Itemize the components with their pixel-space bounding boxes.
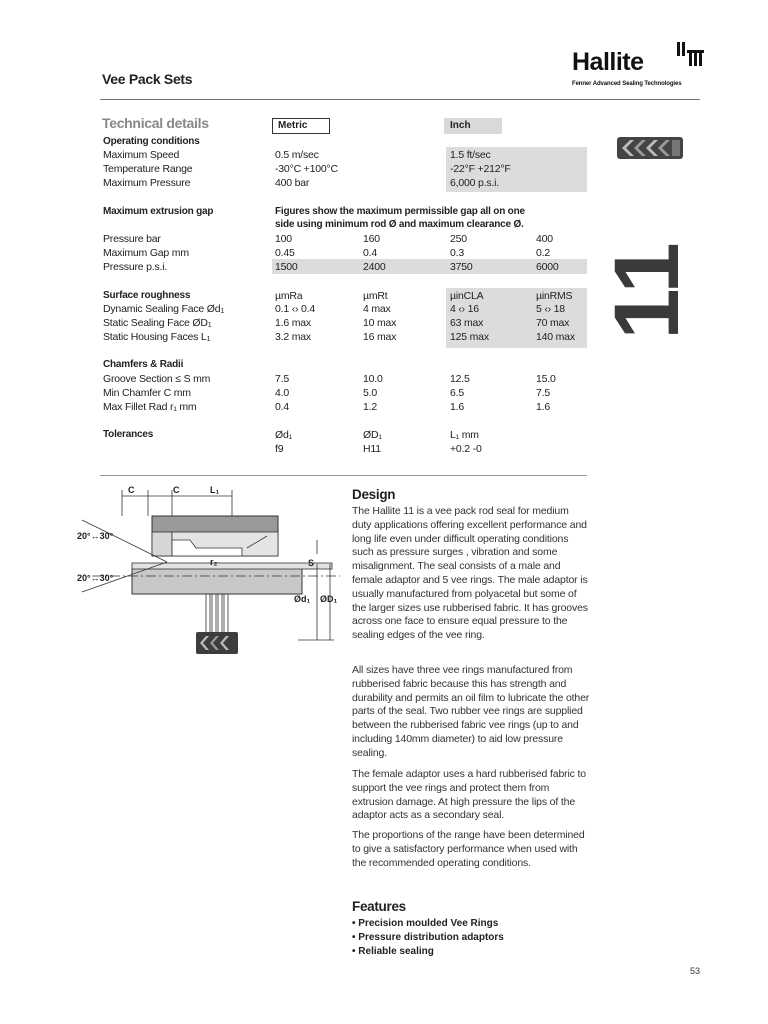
row-label: Dynamic Sealing Face $Ød_1$: [103, 303, 225, 315]
extrusion-note-line1: Figures show the maximum permissible gap all on one: [275, 206, 525, 217]
seal-profile-icon: [616, 133, 684, 163]
tolerance-value: H11: [363, 443, 381, 455]
chamfers-heading: Chamfers & Radii: [103, 359, 184, 370]
groove-diagram: [72, 480, 344, 665]
row-label: Groove Section ≤ S mm: [103, 373, 211, 385]
cell: 1.6: [536, 401, 550, 413]
cell: 10.0: [363, 373, 383, 385]
unit-header: µmRt: [363, 290, 388, 302]
extrusion-heading: Maximum extrusion gap: [103, 206, 214, 217]
cell: 7.5: [536, 387, 550, 399]
cell: 3.2 max: [275, 331, 311, 343]
cell: 0.4: [363, 247, 377, 259]
cell: 2400: [363, 261, 386, 273]
tolerances-heading: Tolerances: [103, 429, 154, 440]
tolerance-header: L₁ mm: [450, 429, 479, 441]
cell: 1.6 max: [275, 317, 311, 329]
cell: 63 max: [450, 317, 484, 329]
feature-item: • Reliable sealing: [352, 946, 434, 957]
technical-details-heading: Technical details: [102, 115, 209, 131]
design-paragraph: The female adaptor uses a hard rubberised fabric to support the vee rings and protect them from extrusion damage. At high pressure the lips of the adaptor acts as a secondary seal.: [352, 768, 586, 822]
unit-header: µmRa: [275, 290, 303, 302]
feature-item: • Precision moulded Vee Rings: [352, 918, 499, 929]
label-od1-big: ØD₁: [320, 594, 338, 604]
label-r2: r₂: [210, 557, 218, 567]
cell: 0.45: [275, 247, 295, 259]
design-paragraph: The proportions of the range have been determined to give a satisfactory performance when used with the recommended operating conditions.: [352, 829, 585, 869]
features-heading: Features: [352, 899, 406, 914]
page-number: 53: [690, 966, 701, 976]
roughness-heading: Surface roughness: [103, 290, 191, 301]
cell: 4 max: [363, 303, 391, 315]
cell: 140 max: [536, 331, 575, 343]
cell: 7.5: [275, 373, 289, 385]
header-divider: [100, 99, 700, 100]
label-od1: Ød₁: [294, 594, 311, 604]
row-label: Pressure p.s.i.: [103, 261, 168, 273]
cell: 3750: [450, 261, 473, 273]
logo-mark-icon: [675, 40, 709, 68]
cell: 16 max: [363, 331, 397, 343]
tolerance-header: Ød₁: [275, 429, 292, 441]
cell: 125 max: [450, 331, 489, 343]
metric-value: -30°C +100°C: [275, 163, 338, 175]
unit-header: µinCLA: [450, 290, 484, 302]
cell: 100: [275, 233, 292, 245]
label-angle2: 20°↔30°: [77, 573, 114, 583]
label-l1: L₁: [210, 485, 220, 495]
tolerance-value: +0.2 -0: [450, 443, 482, 455]
tolerance-value: f9: [275, 443, 284, 455]
cell: 160: [363, 233, 380, 245]
row-label: Maximum Pressure: [103, 177, 191, 189]
extrusion-note-line2: side using minimum rod Ø and maximum clearance Ø.: [275, 219, 524, 230]
row-label: Min Chamfer C mm: [103, 387, 191, 399]
cell: 0.3: [450, 247, 464, 259]
inch-column-label: Inch: [444, 118, 502, 134]
operating-heading: Operating conditions: [103, 136, 200, 147]
label-s: S: [308, 558, 315, 568]
design-paragraph: All sizes have three vee rings manufactured from rubberised fabric because this has strength and durability and permits an oil film to lubricate the other parts of the seal. Two rubber vee rings are supplied between the rubberised fabric vee rings (up to and including 140mm diameter) to aid low pressure sealing.: [352, 664, 590, 759]
cell: 12.5: [450, 373, 470, 385]
cell: 4 ‹› 16: [450, 303, 479, 315]
inch-value: 1.5 ft/sec: [450, 149, 491, 161]
cell: 6000: [536, 261, 559, 273]
cell: 1.6: [450, 401, 464, 413]
feature-item: • Pressure distribution adaptors: [352, 932, 504, 943]
row-label: Pressure bar: [103, 233, 161, 245]
product-number-badge: [596, 242, 702, 340]
row-label: Maximum Gap mm: [103, 247, 189, 259]
logo-text: Hallite: [572, 48, 644, 76]
cell: 5 ‹› 18: [536, 303, 565, 315]
row-label: Static Housing Faces $L_1$: [103, 331, 211, 343]
cell: 0.2: [536, 247, 550, 259]
cell: 4.0: [275, 387, 289, 399]
row-label: Static Sealing Face $ØD_1$: [103, 317, 212, 329]
cell: 10 max: [363, 317, 397, 329]
unit-header: µinRMS: [536, 290, 573, 302]
label-angle1: 20°↔30°: [77, 531, 114, 541]
cell: 250: [450, 233, 467, 245]
section-divider: [100, 475, 587, 476]
row-label: Max Fillet Rad r₁ mm: [103, 401, 197, 413]
cell: 1.2: [363, 401, 377, 413]
cell: 15.0: [536, 373, 556, 385]
cell: 70 max: [536, 317, 570, 329]
tolerance-header: ØD₁: [363, 429, 382, 441]
cell: 6.5: [450, 387, 464, 399]
logo-tagline: Fenner Advanced Sealing Technologies: [572, 81, 682, 87]
row-label: Temperature Range: [103, 163, 193, 175]
row-label: Maximum Speed: [103, 149, 180, 161]
design-heading: Design: [352, 487, 396, 502]
metric-value: 400 bar: [275, 177, 310, 189]
label-c2: C: [173, 485, 180, 495]
cell: 0.1 ‹› 0.4: [275, 303, 316, 315]
cell: 1500: [275, 261, 298, 273]
metric-value: 0.5 m/sec: [275, 149, 319, 161]
design-paragraph: The Hallite 11 is a vee pack rod seal for medium duty applications offering excellent performance and long life even under difficult operating conditions such as pressure surges , vibration and some misalignment. The seal consists of a male and female adaptor and 5 vee rings. The male adaptor is usually manufactured from polyacetal but some of the larger sizes use rubberised fabric. It has grooves across one face to ensure equal pressure to the sealing edges of the vee ring.: [352, 505, 588, 642]
inch-value: -22°F +212°F: [450, 163, 511, 175]
cell: 400: [536, 233, 553, 245]
inch-value: 6,000 p.s.i.: [450, 177, 499, 189]
label-c1: C: [128, 485, 135, 495]
cell: 0.4: [275, 401, 289, 413]
metric-column-label: Metric: [272, 118, 330, 134]
cell: 5.0: [363, 387, 377, 399]
product-number: 11: [596, 242, 698, 340]
page-title: Vee Pack Sets: [102, 71, 193, 87]
hallite-logo: [570, 40, 710, 95]
